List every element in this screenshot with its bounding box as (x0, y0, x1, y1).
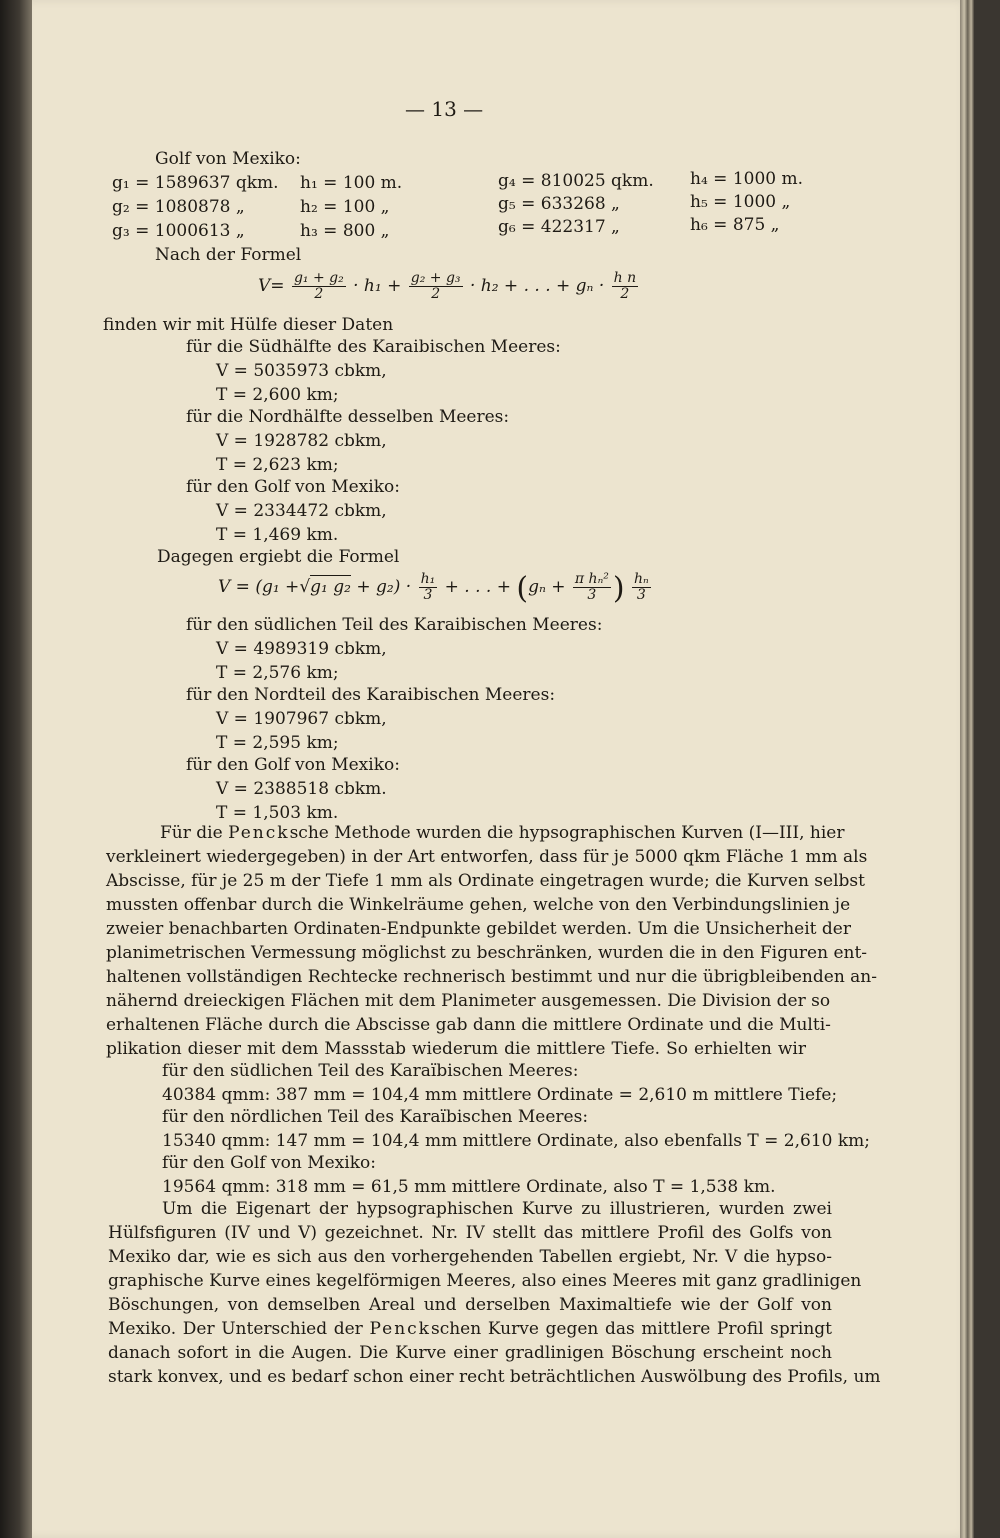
measurement-line: für den nördlichen Teil des Karaïbischen Meeres: (162, 1107, 589, 1127)
paren-open-icon: ( (516, 571, 529, 606)
paragraph-line: Um die Eigenart der hypsographischen Kurve zu illustrieren, wurden zwei (162, 1199, 832, 1219)
formula-fraction (409, 271, 463, 302)
paragraph-text: Für die (160, 823, 229, 843)
result-line: T = 2,576 km; (216, 663, 339, 683)
result-line: V = 2388518 cbkm. (216, 779, 387, 799)
result-line: für den Nordteil des Karaibischen Meeres: (186, 685, 556, 705)
table-cell: h₂ = 100 „ (300, 197, 390, 217)
table-cell: g₄ = 810025 qkm. (498, 171, 654, 191)
root-sign-icon: √ (299, 577, 311, 597)
measurement-line: 40384 qmm: 387 mm = 104,4 mm mittlere Ordinate = 2,610 m mittlere Tiefe; (162, 1085, 838, 1105)
result-line: für den südlichen Teil des Karaibischen Meeres: (186, 615, 603, 635)
result-line: T = 2,600 km; (216, 385, 339, 405)
fraction-denominator: 3 (587, 587, 597, 603)
table-cell: h₆ = 875 „ (690, 215, 780, 235)
table-cell: g₁ = 1589637 qkm. (112, 173, 279, 193)
dagegen-line: Dagegen ergiebt die Formel (157, 547, 400, 567)
formula-term: · h₁ + (353, 276, 402, 296)
author-name: Penck (369, 1319, 431, 1339)
formula-term: · h₂ + . . . + gₙ · (469, 276, 605, 296)
fraction-denominator: 2 (620, 286, 630, 302)
formula-term: gₙ + (528, 577, 566, 597)
paragraph-line: Böschungen, von demselben Areal und derselben Maximaltiefe wie der Golf von (108, 1295, 832, 1315)
paragraph-line (160, 822, 845, 844)
measurement-line: für den südlichen Teil des Karaïbischen Meeres: (162, 1061, 579, 1081)
fraction-denominator: 2 (314, 286, 324, 302)
fraction-numerator: g₂ + g₃ (410, 270, 461, 286)
fraction-denominator: 3 (423, 587, 433, 603)
formula-fraction (292, 271, 346, 302)
paragraph-line: mussten offenbar durch die Winkelräume gehen, welche von den Verbindungslinien je (106, 895, 851, 915)
paragraph-text: Mexiko. Der Unterschied der (108, 1319, 370, 1339)
paragraph-line: nähernd dreieckigen Flächen mit dem Planimeter ausgemessen. Die Division der so (106, 991, 831, 1011)
fraction-numerator: π hₙ² (574, 571, 609, 587)
measurement-line: für den Golf von Mexiko: (162, 1153, 376, 1173)
result-line: V = 5035973 cbkm, (216, 361, 387, 381)
formula-fraction (573, 572, 611, 603)
paragraph-line: danach sofort in die Augen. Die Kurve einer gradlinigen Böschung erscheint noch (108, 1343, 832, 1363)
book-gutter (0, 0, 32, 1538)
result-line: V = 2334472 cbkm, (216, 501, 387, 521)
page-number: — 13 — (405, 97, 484, 121)
formula-volume-prismoid (218, 566, 653, 610)
author-name: Penck (228, 823, 290, 843)
paragraph-line: Mexiko dar, wie es sich aus den vorhergehenden Tabellen ergiebt, Nr. V die hypso- (108, 1247, 832, 1267)
result-line: T = 2,623 km; (216, 455, 339, 475)
table-cell: g₆ = 422317 „ (498, 217, 620, 237)
result-line: für den Golf von Mexiko: (186, 755, 400, 775)
table-cell: h₃ = 800 „ (300, 221, 390, 241)
fraction-numerator: hₙ (634, 571, 649, 587)
result-line: V = 1907967 cbkm, (216, 709, 387, 729)
table-cell: h₄ = 1000 m. (690, 169, 804, 189)
formula-fraction (632, 572, 651, 603)
formula-term: + g₂) · (356, 577, 412, 597)
formula-fraction (419, 572, 438, 603)
nach-der-formel: Nach der Formel (155, 245, 302, 265)
table-cell: g₃ = 1000613 „ (112, 221, 245, 241)
result-line: T = 1,503 km. (216, 803, 339, 823)
table-cell: g₅ = 633268 „ (498, 194, 620, 214)
paragraph-line: erhaltenen Fläche durch die Abscisse gab dann die mittlere Ordinate und die Multi- (106, 1015, 831, 1035)
fraction-numerator: h₁ (420, 571, 436, 587)
result-line: für die Südhälfte des Karaibischen Meeres: (186, 337, 561, 357)
table-cell: h₁ = 100 m. (300, 173, 403, 193)
table-cell: g₂ = 1080878 „ (112, 197, 245, 217)
formula-term: + . . . + (444, 577, 511, 597)
result-line: T = 2,595 km; (216, 733, 339, 753)
table-cell: h₅ = 1000 „ (690, 192, 791, 212)
measurement-line: 19564 qmm: 318 mm = 61,5 mm mittlere Ordinate, also T = 1,538 km. (162, 1177, 776, 1197)
result-line: V = 4989319 cbkm, (216, 639, 387, 659)
fraction-numerator: g₁ + g₂ (293, 270, 344, 286)
heading-golf-von-mexiko: Golf von Mexiko: (155, 149, 301, 169)
result-line: für den Golf von Mexiko: (186, 477, 400, 497)
finden-line: finden wir mit Hülfe dieser Daten (103, 315, 394, 335)
fraction-numerator: h n (613, 270, 637, 286)
paren-close-icon: ) (612, 571, 625, 606)
formula-lhs: V= (258, 276, 285, 296)
page-edges (960, 0, 974, 1538)
result-line: V = 1928782 cbkm, (216, 431, 387, 451)
paragraph-line: stark konvex, und es bedarf schon einer recht beträchtlichen Auswölbung des Profils, um (108, 1367, 881, 1387)
paragraph-line: graphische Kurve eines kegelförmigen Meeres, also eines Meeres mit ganz gradlinigen (108, 1271, 862, 1291)
paragraph-text: schen Kurve gegen das mittlere Profil springt (430, 1319, 832, 1339)
result-line: T = 1,469 km. (216, 525, 339, 545)
fraction-denominator: 2 (431, 286, 441, 302)
paragraph-text: sche Methode wurden die hypsographischen Kurven (I—III, hier (289, 823, 845, 843)
formula-lhs: V = (g₁ + (218, 577, 300, 597)
formula-radicand: g₁ g₂ (310, 577, 351, 597)
paragraph-line (108, 1318, 832, 1340)
result-line: für die Nordhälfte desselben Meeres: (186, 407, 510, 427)
formula-volume-trapez (258, 266, 640, 306)
paragraph-line: zweier benachbarten Ordinaten-Endpunkte gebildet werden. Um die Unsicherheit der (106, 919, 851, 939)
paragraph-line: plikation dieser mit dem Massstab wiederum die mittlere Tiefe. So erhielten wir (106, 1039, 806, 1059)
paragraph-line: haltenen vollständigen Rechtecke rechnerisch bestimmt und nur die übrigbleibenden an- (106, 967, 877, 987)
measurement-line: 15340 qmm: 147 mm = 104,4 mm mittlere Ordinate, also ebenfalls T = 2,610 km; (162, 1131, 870, 1151)
paragraph-line: Abscisse, für je 25 m der Tiefe 1 mm als Ordinate eingetragen wurde; die Kurven selbst (106, 871, 865, 891)
paragraph-line: planimetrischen Vermessung möglichst zu beschränken, wurden die in den Figuren ent- (106, 943, 868, 963)
paragraph-line: Hülfsfiguren (IV und V) gezeichnet. Nr. IV stellt das mittlere Profil des Golfs von (108, 1223, 832, 1243)
paragraph-line: verkleinert wiedergegeben) in der Art entworfen, dass für je 5000 qkm Fläche 1 mm als (106, 847, 868, 867)
formula-fraction (612, 271, 638, 302)
fraction-denominator: 3 (636, 587, 646, 603)
